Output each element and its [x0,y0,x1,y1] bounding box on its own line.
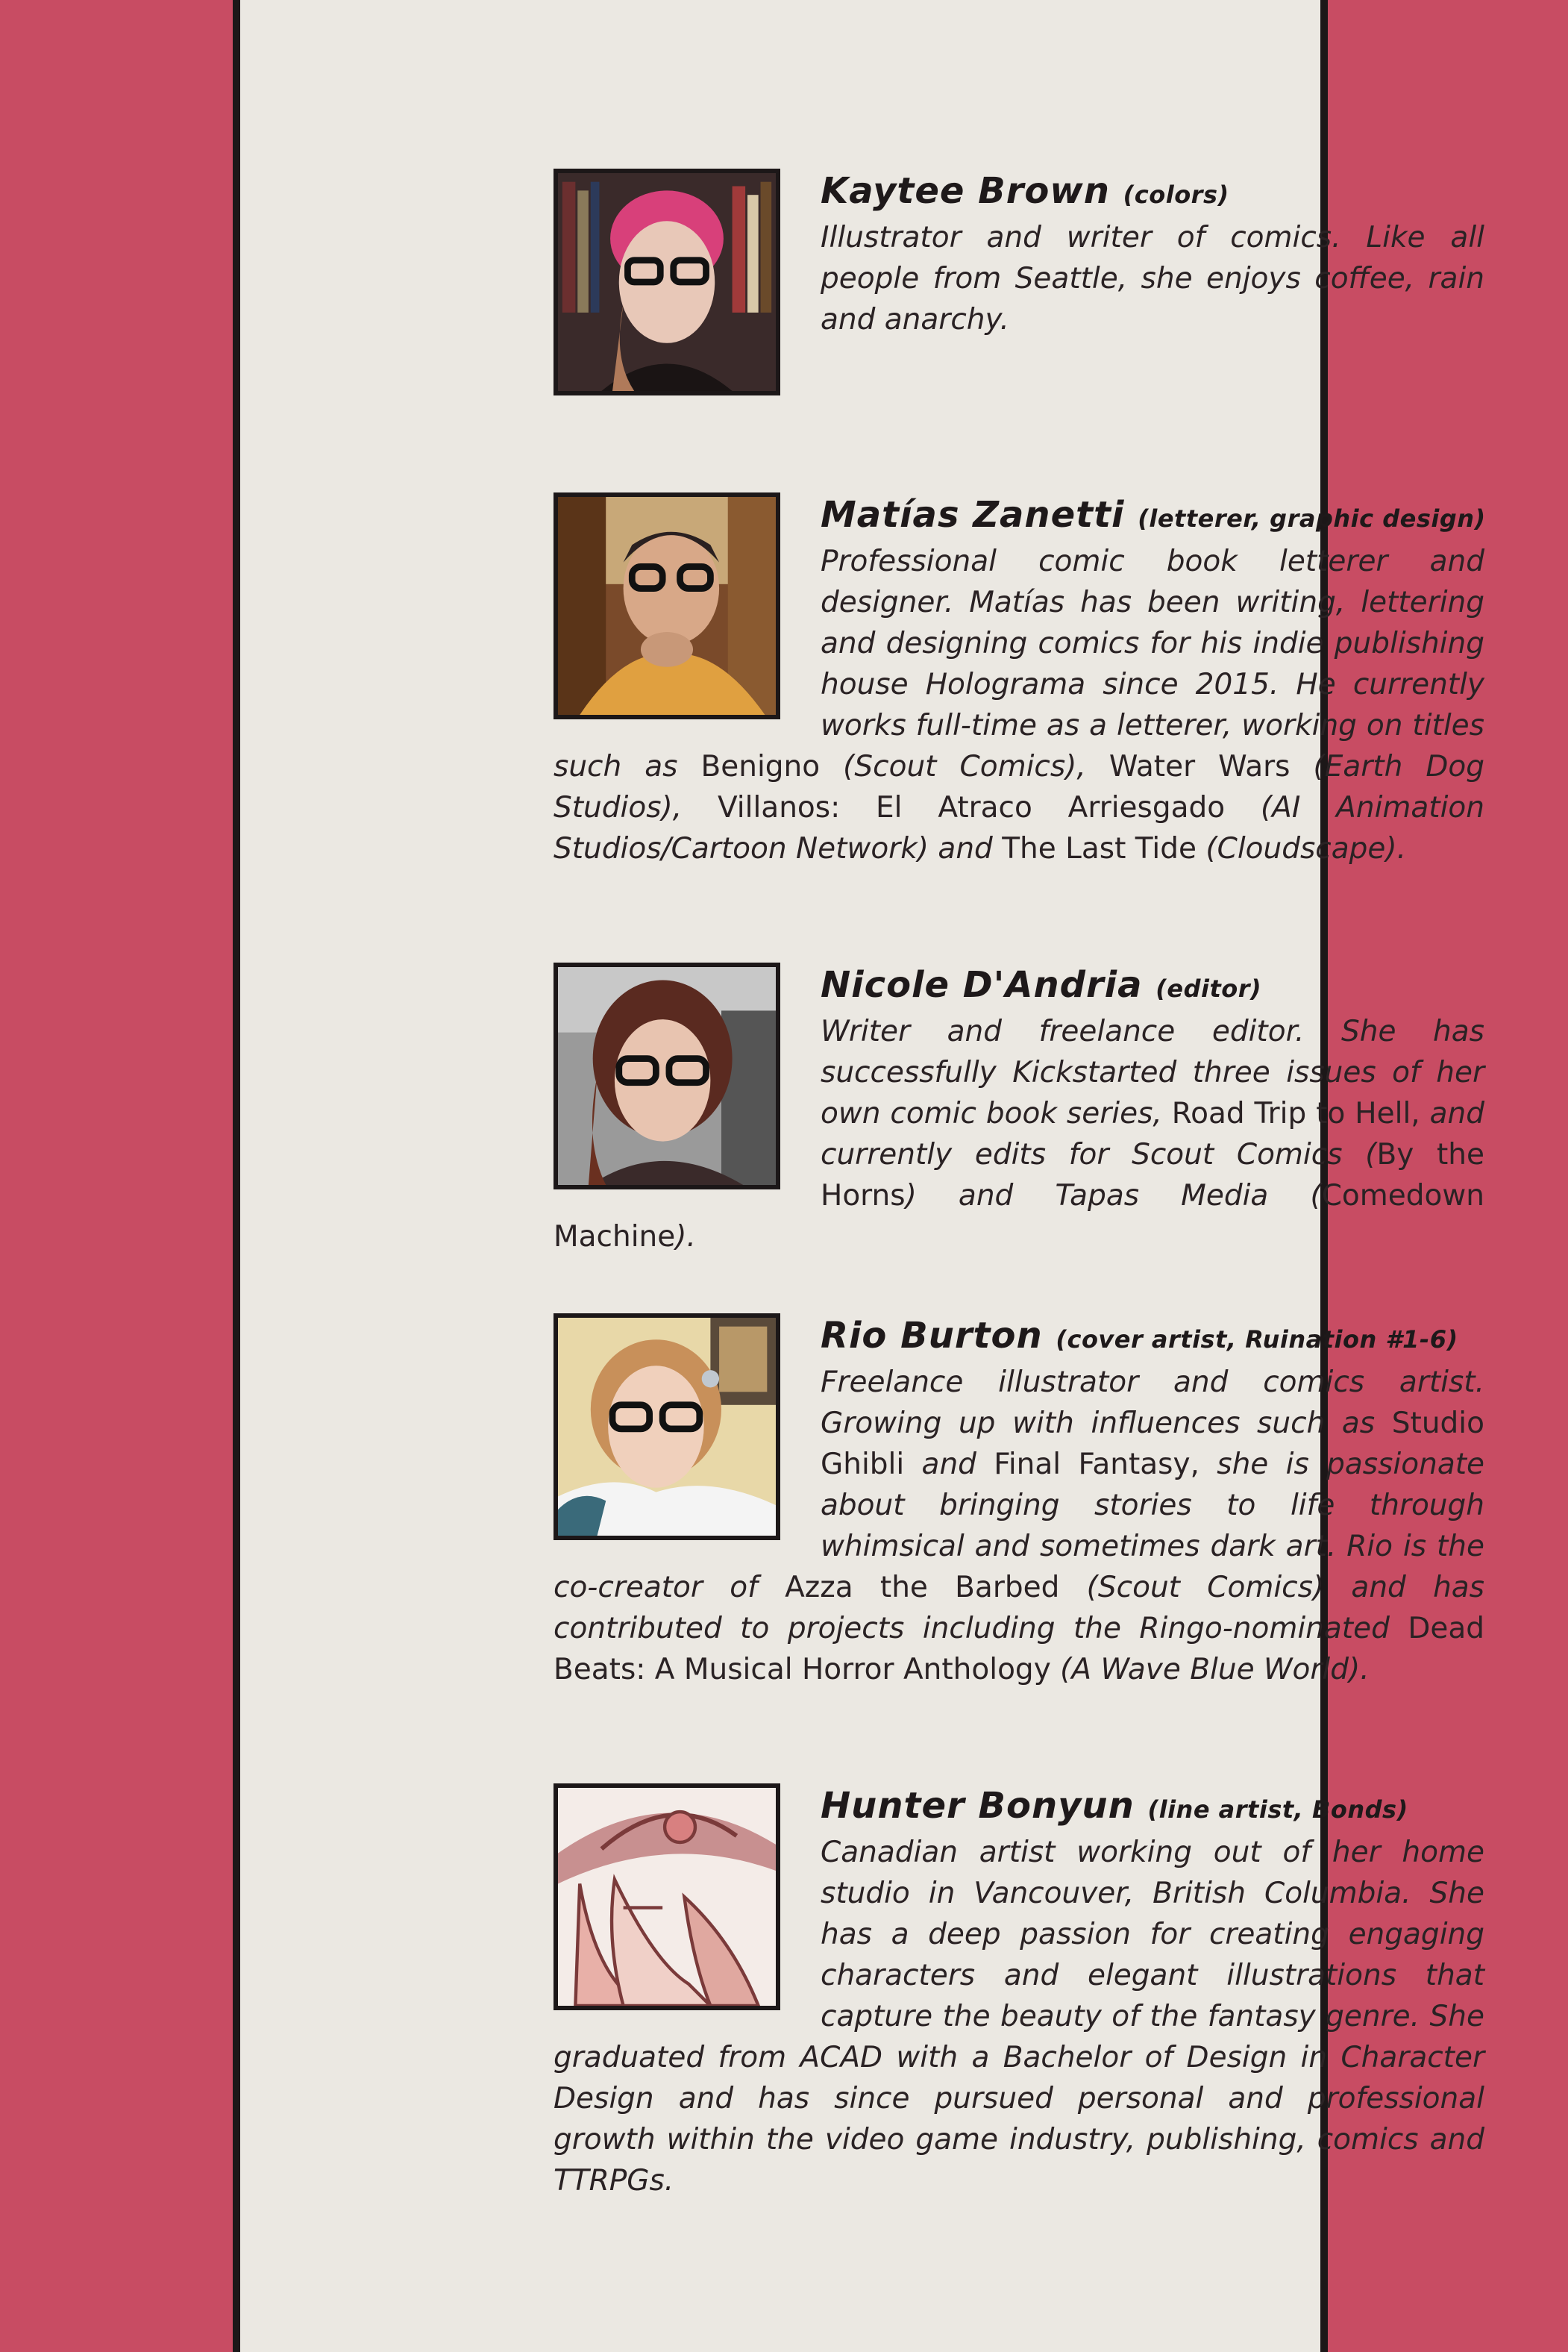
bio-text: Illustrator and writer of comics. Like all people from Seattle, she enjoys coffee, rain and anarchy. [821,221,1484,337]
portrait-photo [553,169,780,395]
bio-hunter-bonyun [553,1783,1484,2201]
bio-matias-zanetti [553,492,1484,869]
bio-name: Matías Zanetti (letterer, graphic design) [821,494,1486,536]
bio-nicole-dandria [553,963,1484,1257]
bio-text: Canadian artist working out of her home studio in Vancouver, British Columbia. She has a deep passion for creating engaging characters and elegant illustrations that capture the beauty of the fantasy genre. She graduated from ACAD with a Bachelor of Design in Character Design and has since pursued personal and professional growth within the video game industry, publishing, comics and TTRPGs. [553,1836,1484,2198]
bio-name: Nicole D'Andria (editor) [821,964,1262,1006]
bio-text: Freelance illustrator and comics artist. Growing up with influences such as Studio Ghibli and Final Fantasy, she is passionate about bringing stories to life through whimsical and sometimes dark art. Rio is the co-creator of Azza the Barbed (Scout Comics) and has contributed to projects including the Ringo-nominated Dead Beats: A Musical Horror Anthology (A Wave Blue World). [553,1366,1485,1686]
bio-text: Writer and freelance editor. She has successfully Kickstarted three issues of her own comic book series, Road Trip to Hell, and currently edits for Scout Comics (By the Horns) and Tapas Media (Comedown Machine). [553,1015,1484,1254]
portrait-photo [553,1313,780,1540]
portrait-illustration [553,1783,780,2010]
book-page [233,0,1486,2352]
portrait-photo [553,492,780,719]
bio-rio-burton [553,1313,1484,1690]
portrait-photo [553,963,780,1189]
bio-text: Professional comic book letterer and designer. Matías has been writing, lettering and designing comics for his indie publishing house Holograma since 2015. He currently works full-time as a letterer, working on titles such as Benigno (Scout Comics), Water Wars (Earth Dog Studios), Villanos: El Atraco Arriesgado (AI Animation Studios/Cartoon Network) and The Last Tide (Cloudscape). [553,545,1485,866]
bio-name: Rio Burton (cover artist, Ruination #1-6) [821,1315,1458,1357]
bio-kaytee-brown [553,169,1484,400]
bio-name: Kaytee Brown (colors) [821,170,1229,212]
bio-name: Hunter Bonyun (line artist, Bonds) [821,1785,1408,1827]
